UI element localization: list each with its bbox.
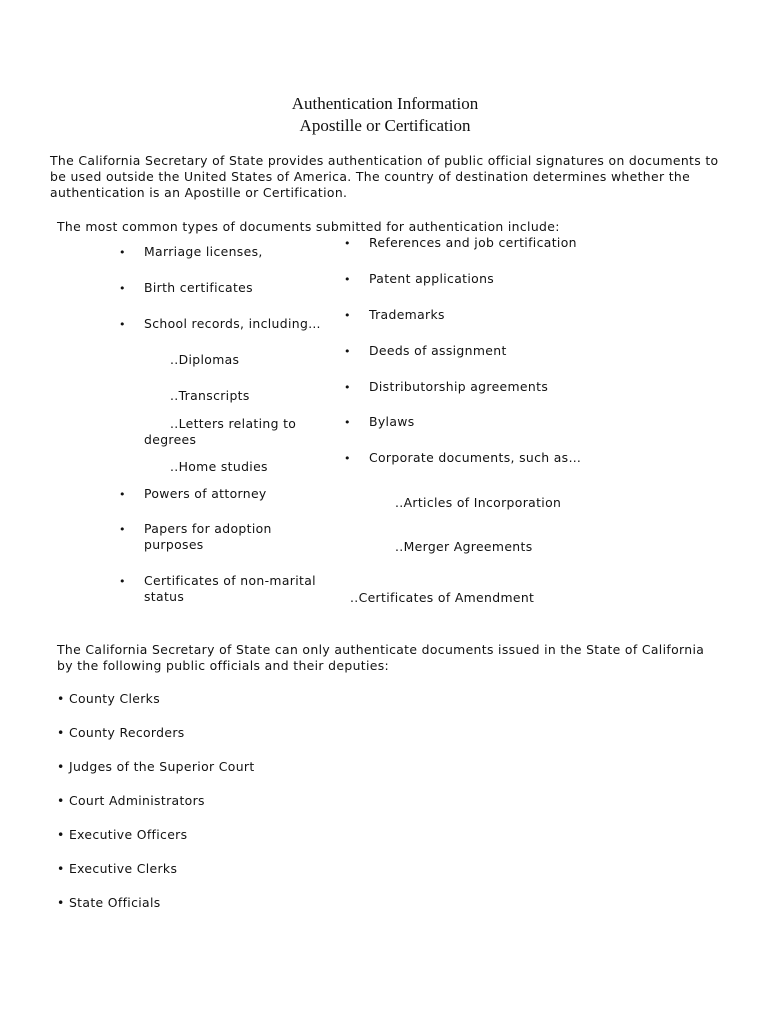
sub-item-transcripts: ..Transcripts <box>170 388 250 403</box>
list-item-adoption-papers: Papers for adoption <box>144 521 272 536</box>
bullet-marker: • <box>119 282 126 295</box>
sub-item-letters: ..Letters relating to <box>170 416 297 431</box>
official-item: • County Recorders <box>57 725 185 740</box>
officials-paragraph: The California Secretary of State can only authenticate documents issued in the State of California by the following public officials and their deputies: <box>57 642 705 673</box>
official-item: • Executive Clerks <box>57 861 178 876</box>
sub-item-amendment: ..Certificates of Amendment <box>350 590 535 605</box>
sub-item-merger: ..Merger Agreements <box>395 539 533 554</box>
common-types-heading: The most common types of documents submitted for authentication include: <box>57 219 560 234</box>
page-subtitle: Apostille or Certification <box>299 116 471 135</box>
list-item-non-marital-certificates-continued: status <box>144 589 185 604</box>
sub-item-letters-continued: degrees <box>144 432 197 447</box>
list-item-non-marital-certificates: Certificates of non-marital <box>144 573 316 588</box>
list-item-references: References and job certification <box>369 235 577 250</box>
bullet-marker: • <box>344 345 351 358</box>
bullet-marker: • <box>344 416 351 429</box>
intro-paragraph: The California Secretary of State provides authentication of public official signatures on documents to be used outside the United States of America. The country of destination determines whether the authentication is an Apostille or Certification. <box>50 153 719 200</box>
list-item-birth-certificates: Birth certificates <box>144 280 253 295</box>
list-item-distributorship: Distributorship agreements <box>369 379 549 394</box>
bullet-marker: • <box>119 318 126 331</box>
list-item-trademarks: Trademarks <box>369 307 445 322</box>
bullet-marker: • <box>119 523 126 536</box>
sub-item-diplomas: ..Diplomas <box>170 352 240 367</box>
list-item-bylaws: Bylaws <box>369 414 415 429</box>
official-item: • Executive Officers <box>57 827 188 842</box>
list-item-deeds: Deeds of assignment <box>369 343 507 358</box>
official-item: • Judges of the Superior Court <box>57 759 255 774</box>
list-item-marriage-licenses: Marriage licenses, <box>144 244 263 259</box>
sub-item-articles: ..Articles of Incorporation <box>395 495 562 510</box>
list-item-adoption-papers-continued: purposes <box>144 537 204 552</box>
bullet-marker: • <box>119 488 126 501</box>
list-item-corporate-documents: Corporate documents, such as… <box>369 450 582 465</box>
list-item-school-records: School records, including… <box>144 316 321 331</box>
bullet-marker: • <box>119 575 126 588</box>
bullet-marker: • <box>344 309 351 322</box>
official-item: • State Officials <box>57 895 161 910</box>
official-item: • Court Administrators <box>57 793 205 808</box>
bullet-marker: • <box>344 273 351 286</box>
bullet-marker: • <box>344 452 351 465</box>
bullet-marker: • <box>119 246 126 259</box>
bullet-marker: • <box>344 237 351 250</box>
list-item-patent-applications: Patent applications <box>369 271 495 286</box>
list-item-powers-of-attorney: Powers of attorney <box>144 486 267 501</box>
page-title: Authentication Information <box>291 94 479 113</box>
sub-item-home-studies: ..Home studies <box>170 459 268 474</box>
bullet-marker: • <box>344 381 351 394</box>
official-item: • County Clerks <box>57 691 161 706</box>
